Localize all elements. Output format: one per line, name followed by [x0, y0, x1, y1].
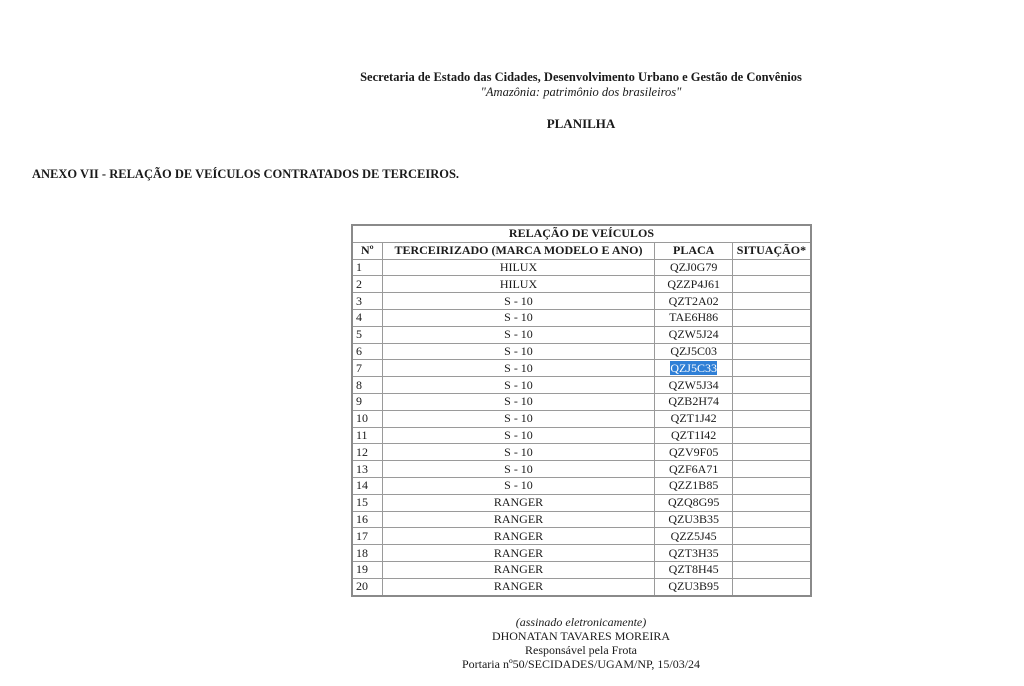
row-number: 5: [352, 326, 382, 343]
table-row: [352, 259, 811, 276]
vehicle-plate: QZF6A71: [655, 461, 733, 478]
row-number: 11: [352, 427, 382, 444]
vehicle-plate: QZW5J34: [655, 377, 733, 394]
row-number: 3: [352, 293, 382, 310]
vehicle-model: RANGER: [382, 494, 655, 511]
table-caption-row: [352, 225, 811, 242]
vehicle-model: HILUX: [382, 259, 655, 276]
vehicle-model: S - 10: [382, 377, 655, 394]
row-number: 15: [352, 494, 382, 511]
column-header-status: SITUAÇÃO*: [732, 242, 811, 259]
vehicle-model: S - 10: [382, 343, 655, 360]
table-row: [352, 477, 811, 494]
vehicle-status: [732, 410, 811, 427]
table-row: [352, 494, 811, 511]
table-row: [352, 326, 811, 343]
vehicle-status: [732, 561, 811, 578]
vehicle-status: [732, 259, 811, 276]
table-row: [352, 444, 811, 461]
vehicle-status: [732, 293, 811, 310]
vehicle-status: [732, 360, 811, 377]
row-number: 8: [352, 377, 382, 394]
column-header-plate: PLACA: [655, 242, 733, 259]
table-row: [352, 309, 811, 326]
row-number: 20: [352, 578, 382, 595]
vehicle-model: S - 10: [382, 410, 655, 427]
vehicle-plate: QZT3H35: [655, 545, 733, 562]
motto: "Amazônia: patrimônio dos brasileiros": [480, 85, 682, 99]
organization-name: Secretaria de Estado das Cidades, Desenvolvimento Urbano e Gestão de Convênios: [360, 70, 802, 84]
vehicle-status: [732, 578, 811, 595]
vehicle-status: [732, 276, 811, 293]
vehicle-status: [732, 393, 811, 410]
vehicle-plate: QZU3B35: [655, 511, 733, 528]
vehicle-plate: QZT8H45: [655, 561, 733, 578]
document-title: PLANILHA: [546, 116, 616, 131]
table-row: [352, 427, 811, 444]
vehicle-plate: QZV9F05: [655, 444, 733, 461]
vehicle-model: S - 10: [382, 326, 655, 343]
ordinance: Portaria nº50/SECIDADES/UGAM/NP, 15/03/24: [461, 657, 701, 671]
signature-note: (assinado eletronicamente): [515, 615, 647, 629]
vehicle-plate: QZB2H74: [655, 393, 733, 410]
table-header-row: [352, 242, 811, 259]
vehicle-status: [732, 309, 811, 326]
vehicle-model: S - 10: [382, 427, 655, 444]
table-row: [352, 276, 811, 293]
table-row: [352, 545, 811, 562]
row-number: 14: [352, 477, 382, 494]
table-row: [352, 561, 811, 578]
vehicle-model: S - 10: [382, 309, 655, 326]
selected-text[interactable]: QZJ5C33: [670, 360, 717, 375]
vehicle-model: RANGER: [382, 561, 655, 578]
vehicle-plate: QZJ0G79: [655, 259, 733, 276]
table-row: [352, 528, 811, 545]
vehicle-status: [732, 444, 811, 461]
vehicle-model: HILUX: [382, 276, 655, 293]
vehicle-status: [732, 511, 811, 528]
vehicle-model: S - 10: [382, 477, 655, 494]
vehicle-plate: QZU3B95: [655, 578, 733, 595]
table-row: [352, 343, 811, 360]
vehicle-plate: QZZ5J45: [655, 528, 733, 545]
row-number: 9: [352, 393, 382, 410]
row-number: 12: [352, 444, 382, 461]
vehicles-table: [351, 224, 812, 597]
row-number: 7: [352, 360, 382, 377]
signer-role: Responsável pela Frota: [525, 643, 637, 657]
vehicle-status: [732, 343, 811, 360]
vehicle-plate: TAE6H86: [655, 309, 733, 326]
row-number: 18: [352, 545, 382, 562]
vehicle-status: [732, 377, 811, 394]
vehicle-plate: QZT1I42: [655, 427, 733, 444]
table-row: [352, 377, 811, 394]
table-row: [352, 410, 811, 427]
vehicle-model: S - 10: [382, 461, 655, 478]
vehicle-plate: [655, 360, 733, 377]
table-body: [352, 259, 811, 595]
row-number: 10: [352, 410, 382, 427]
signer-name: DHONATAN TAVARES MOREIRA: [491, 629, 671, 643]
vehicle-plate: QZT2A02: [655, 293, 733, 310]
table-row: [352, 360, 811, 377]
vehicle-model: RANGER: [382, 545, 655, 562]
row-number: 4: [352, 309, 382, 326]
table-row: [352, 393, 811, 410]
vehicle-plate: QZW5J24: [655, 326, 733, 343]
vehicle-model: S - 10: [382, 360, 655, 377]
annex-title: ANEXO VII - RELAÇÃO DE VEÍCULOS CONTRATADOS DE TERCEIROS.: [32, 167, 460, 181]
table-row: [352, 578, 811, 595]
table-row: [352, 511, 811, 528]
vehicle-status: [732, 477, 811, 494]
vehicle-model: RANGER: [382, 578, 655, 595]
row-number: 2: [352, 276, 382, 293]
vehicle-model: RANGER: [382, 511, 655, 528]
column-header-number: Nº: [352, 242, 382, 259]
vehicle-model: RANGER: [382, 528, 655, 545]
vehicle-plate: QZT1J42: [655, 410, 733, 427]
vehicle-status: [732, 461, 811, 478]
row-number: 1: [352, 259, 382, 276]
vehicle-status: [732, 545, 811, 562]
row-number: 13: [352, 461, 382, 478]
table-row: [352, 293, 811, 310]
table-row: [352, 461, 811, 478]
vehicle-status: [732, 528, 811, 545]
row-number: 16: [352, 511, 382, 528]
row-number: 17: [352, 528, 382, 545]
vehicle-model: S - 10: [382, 393, 655, 410]
vehicle-plate: QZZP4J61: [655, 276, 733, 293]
column-header-model: TERCEIRIZADO (MARCA MODELO E ANO): [382, 242, 655, 259]
row-number: 6: [352, 343, 382, 360]
row-number: 19: [352, 561, 382, 578]
vehicle-plate: QZJ5C03: [655, 343, 733, 360]
vehicle-plate: QZZ1B85: [655, 477, 733, 494]
vehicle-status: [732, 494, 811, 511]
table-caption: RELAÇÃO DE VEÍCULOS: [352, 225, 811, 242]
vehicle-plate: QZQ8G95: [655, 494, 733, 511]
vehicle-model: S - 10: [382, 444, 655, 461]
vehicle-model: S - 10: [382, 293, 655, 310]
vehicle-status: [732, 427, 811, 444]
vehicle-status: [732, 326, 811, 343]
